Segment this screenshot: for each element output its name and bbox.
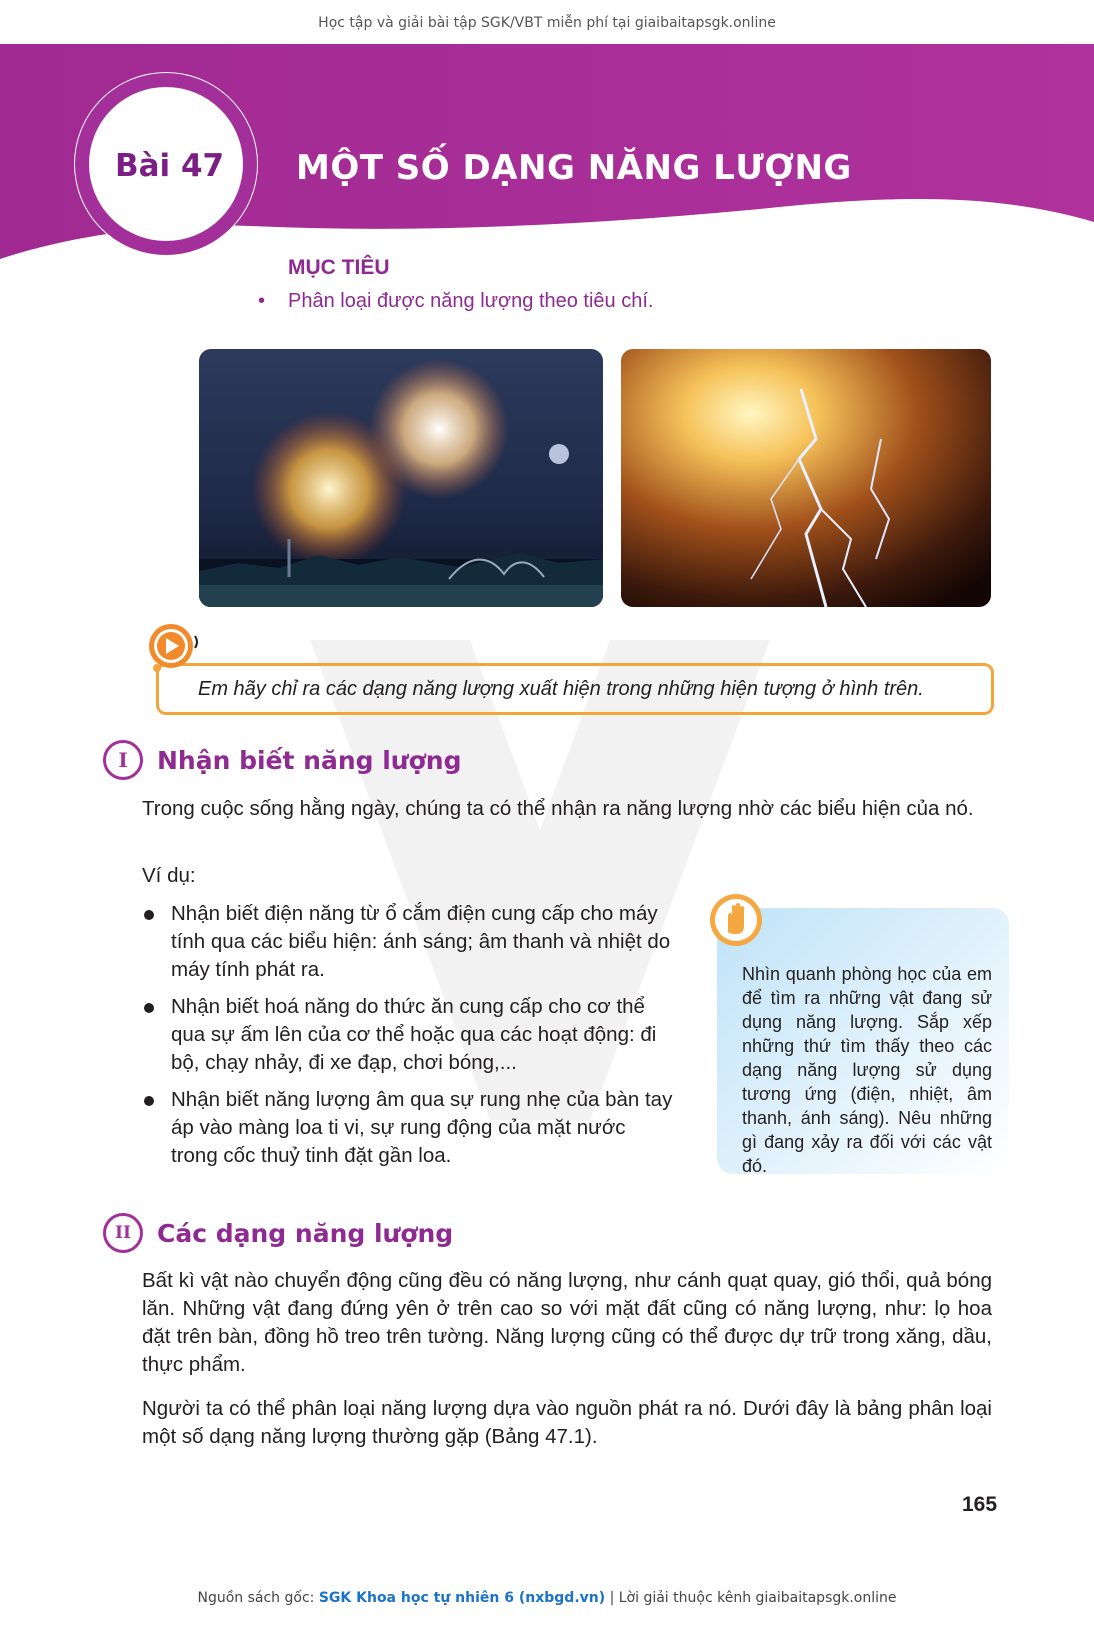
section-title-1: Nhận biết năng lượng [157,745,462,775]
lesson-title: MỘT SỐ DẠNG NĂNG LƯỢNG [296,148,852,188]
list-item: Nhận biết hoá năng do thức ăn cung cấp cho cơ thể qua sự ấm lên của cơ thể hoặc qua các hoạt động: đi bộ, chạy nhảy, đi xe đạp, chơi bóng,... [142,993,677,1077]
lesson-badge: Bài 47 [115,148,225,184]
footer [0,1590,1094,1606]
footer-suffix: | Lời giải thuộc kênh giaibaitapsgk.online [609,1590,897,1606]
section-heading-2 [103,1213,453,1253]
section-numeral-2: II [103,1213,143,1253]
footer-prefix: Nguồn sách gốc: [197,1590,315,1606]
prompt-text: Em hãy chỉ ra các dạng năng lượng xuất hiện trong những hiện tượng ở hình trên. [198,678,924,700]
section2-para-1: Bất kì vật nào chuyển động cũng đều có năng lượng, như cánh quạt quay, gió thổi, quả bóng lăn. Những vật đang đứng yên ở trên cao so với mặt đất cũng có năng lượng, như: lọ hoa đặt trên bàn, đồng hồ treo trên tường. Năng lượng cũng có thể được dự trữ trong xăng, dầu, thực phẩm. [142,1269,992,1376]
example-list [142,900,677,1179]
objective-heading: MỤC TIÊU [288,256,390,279]
hand-icon [708,892,764,948]
play-audio-icon[interactable] [147,622,205,674]
section-numeral-1: I [103,740,143,780]
activity-text: Nhìn quanh phòng học của em để tìm ra những vật đang sử dụng năng lượng. Sắp xếp những thứ tìm thấy theo các dạng năng lượng sử dụng tương ứng (điện, nhiệt, âm thanh, ánh sáng). Nêu những gì đang xảy ra đối với các vật đó. [742,964,992,1176]
example-label: Ví dụ: [142,864,196,887]
objective-bullet: • [258,290,266,312]
lightning-photo [621,349,991,607]
section2-para-2: Người ta có thể phân loại năng lượng dựa vào nguồn phát ra nó. Dưới đây là bảng phân loại một số dạng năng lượng thường gặp (Bảng 47.1). [142,1397,992,1448]
list-item: Nhận biết năng lượng âm qua sự rung nhẹ của bàn tay áp vào màng loa ti vi, sự rung động của mặt nước trong cốc thuỷ tinh đặt gần loa. [142,1086,677,1170]
list-item: Nhận biết điện năng từ ổ cắm điện cung cấp cho máy tính qua các biểu hiện: ánh sáng; âm thanh và nhiệt do máy tính phát ra. [142,900,677,984]
fireworks-photo [199,349,603,607]
footer-source-link[interactable]: SGK Khoa học tự nhiên 6 (nxbgd.vn) [318,1590,606,1606]
section-heading-1 [103,740,461,780]
section-title-2: Các dạng năng lượng [157,1218,454,1248]
header-note: Học tập và giải bài tập SGK/VBT miễn phí tại giaibaitapsgk.online [318,15,776,31]
objective-text: Phân loại được năng lượng theo tiêu chí. [288,290,654,312]
section1-intro: Trong cuộc sống hằng ngày, chúng ta có thể nhận ra năng lượng nhờ các biểu hiện của nó. [142,797,974,820]
objective-item [258,290,653,313]
page-number: 165 [962,1493,998,1516]
